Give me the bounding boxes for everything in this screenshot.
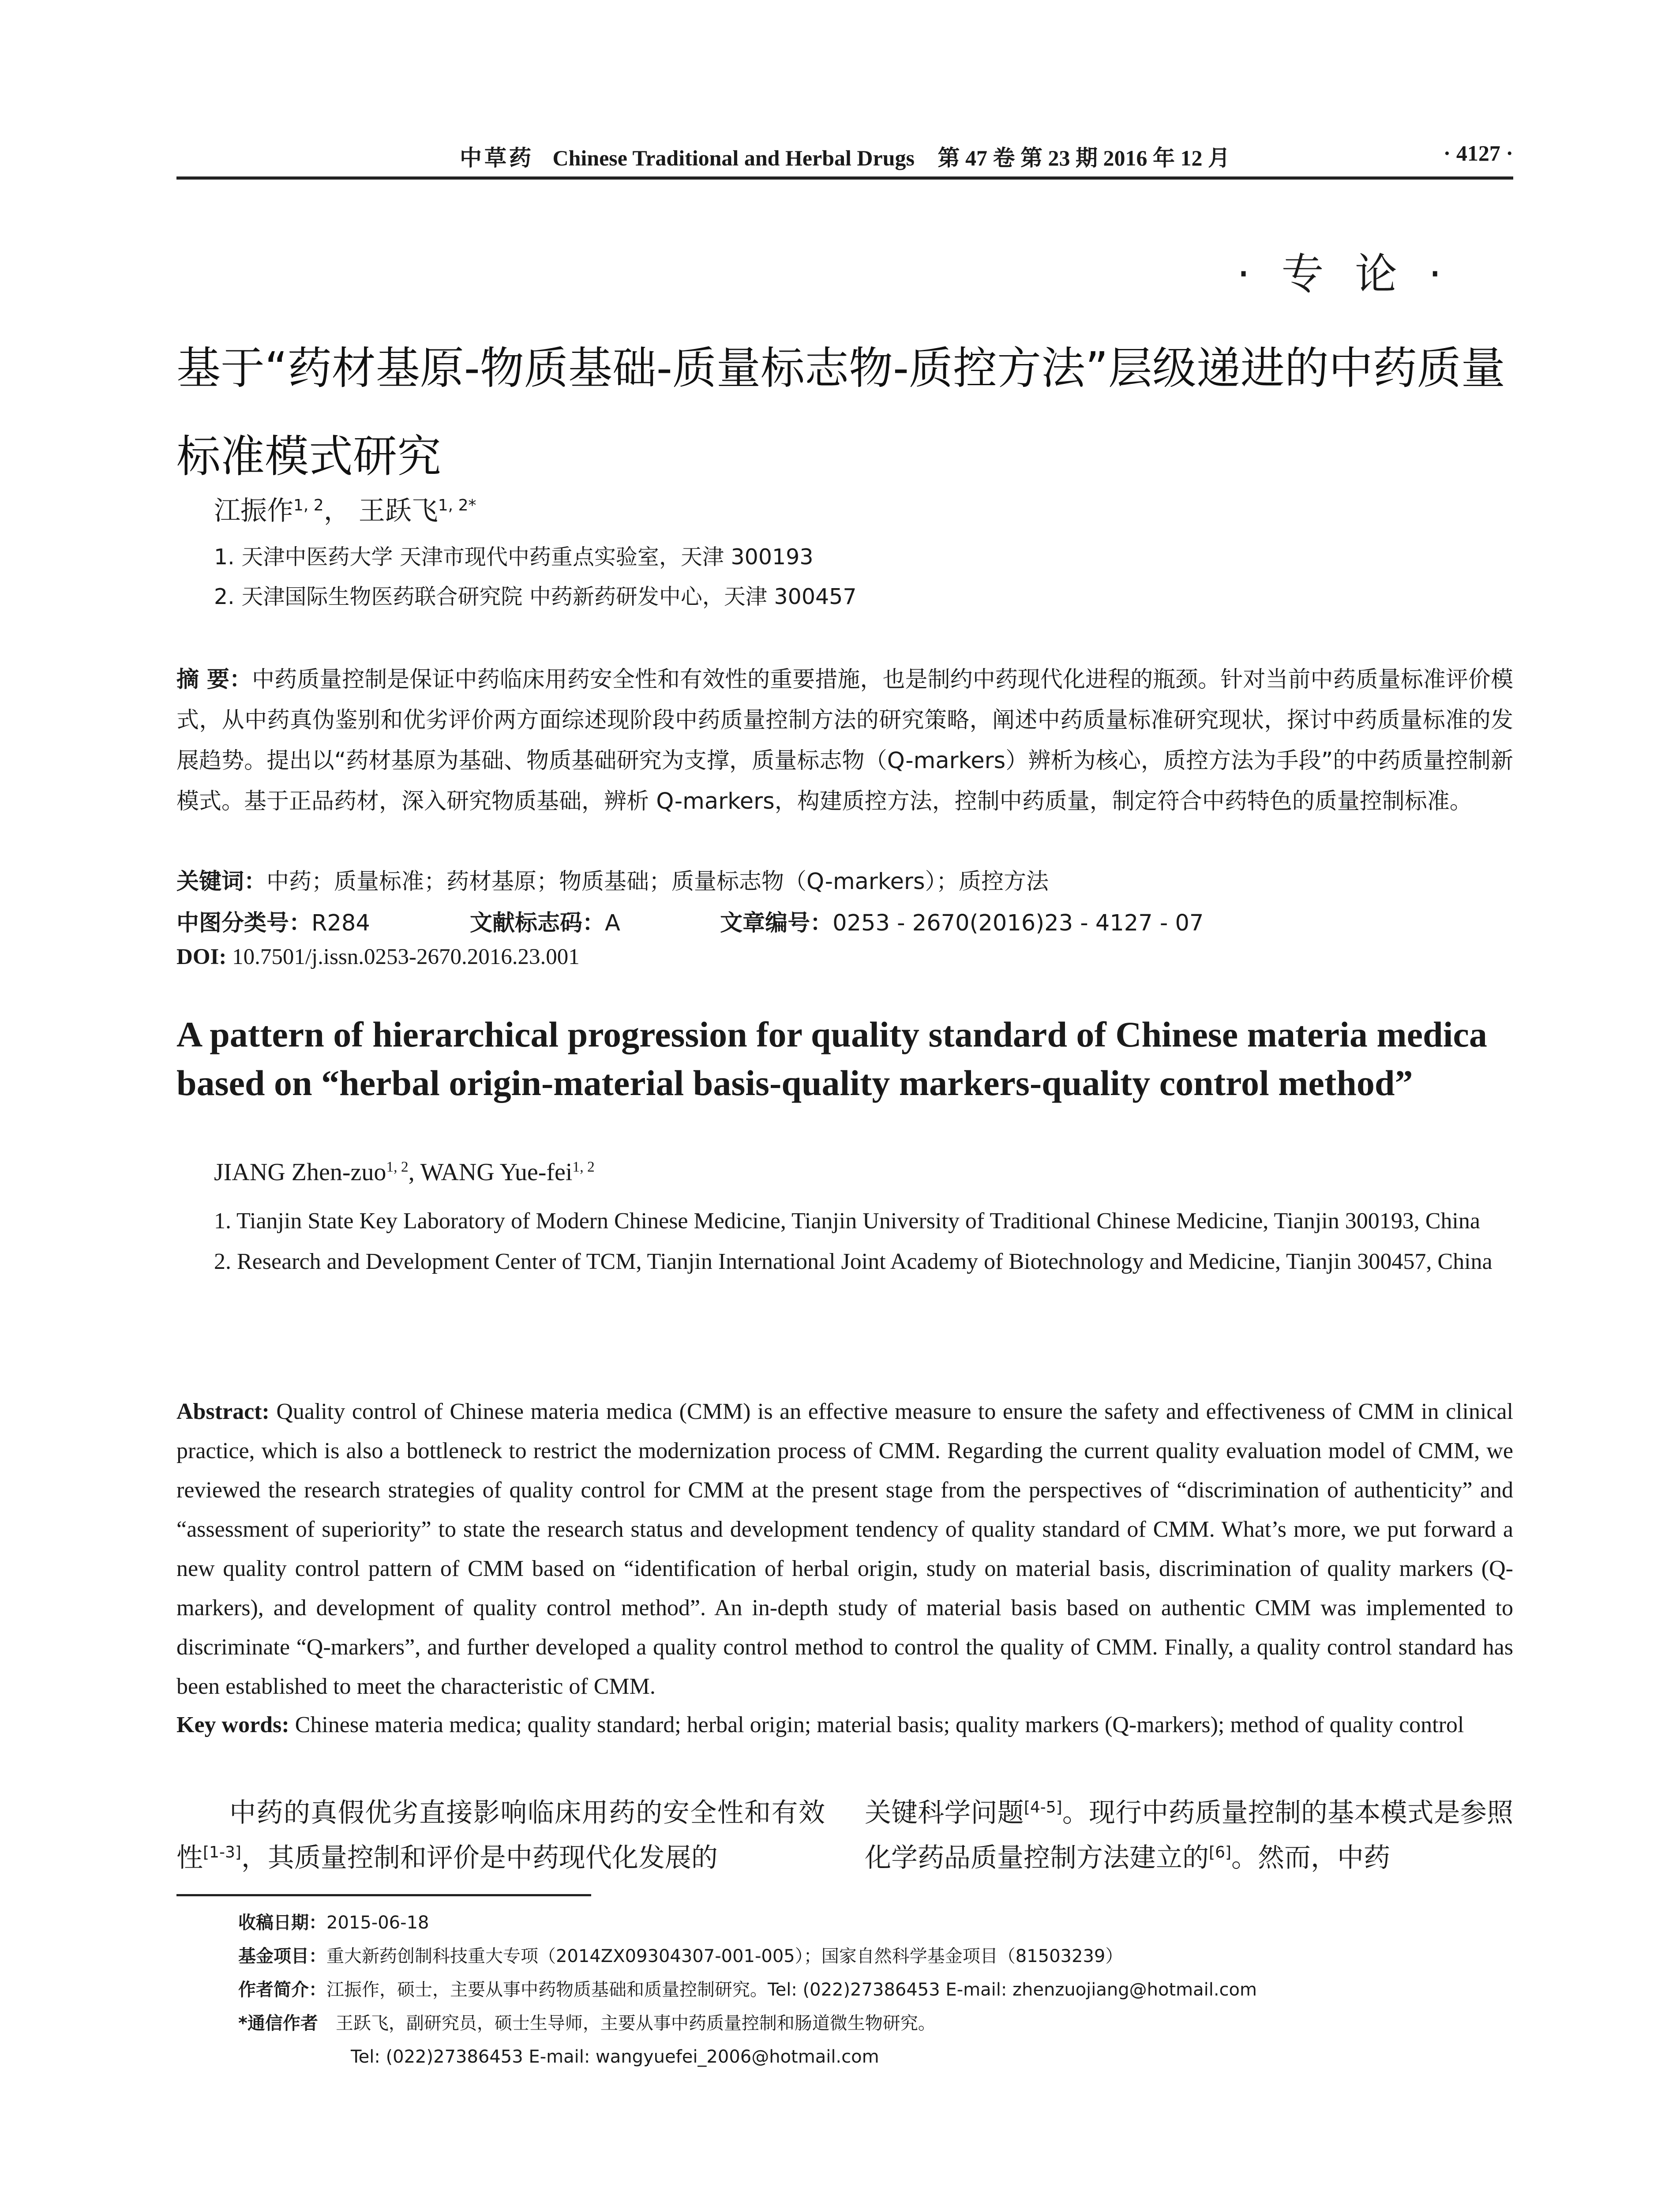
author-name: JIANG Zhen-zuo	[214, 1159, 386, 1186]
abstract-en-text: Quality control of Chinese materia medica (CMM) is an effective measure to ensure the safety and effectiveness of CMM in clinical practice, which is also a bottleneck to restrict the modernization process of CMM. Regarding the current quality evaluation model of CMM, we reviewed the research strategies of quality control for CMM at the present stage from the perspectives of “discrimination of authenticity” and “assessment of superiority” to state the research status and development tendency of quality standard of CMM. What’s more, we put forward a new quality control pattern of CMM based on “identification of herbal origin, study on material basis, discrimination of quality markers (Q-markers), and development of quality control method”. An in-depth study of material basis based on authentic CMM was implemented to discriminate “Q-markers”, and further developed a quality control method to control the quality of CMM. Finally, a quality control standard has been established to meet the characteristic of CMM.	[176, 1399, 1513, 1699]
article-number-value: 0253 - 2670(2016)23 - 4127 - 07	[832, 910, 1204, 936]
footnote-label: 收稿日期：	[238, 1913, 326, 1933]
footnote-label: *通信作者	[238, 2013, 318, 2033]
body-text: 。现行中药质量控制的基本模式是参照化学药品质量控制方法建立的	[865, 1797, 1514, 1873]
doi-label: DOI:	[176, 945, 227, 969]
affiliation-item: 2. Research and Development Center of TCM, Tianjin International Joint Academy of Biotechnology and Medicine, Tianjin 300457, China	[214, 1249, 1492, 1274]
journal-issue: 第 47 卷 第 23 期 2016 年 12 月	[938, 146, 1230, 170]
abstract-en-label: Abstract:	[176, 1399, 270, 1424]
page-number: · 4127 ·	[1443, 141, 1513, 165]
footnote-fund	[238, 1940, 1513, 1973]
doc-code-label: 文献标志码：	[470, 910, 605, 936]
footnotes	[238, 1906, 1513, 2074]
footnote-label: 基金项目：	[238, 1946, 326, 1966]
citation-ref[interactable]: [1-3]	[203, 1843, 241, 1861]
clc-label: 中图分类号：	[176, 910, 312, 936]
running-header-center	[176, 140, 1513, 172]
author-name: WANG Yue-fei	[420, 1159, 573, 1186]
affiliation-item: 1. 天津中医药大学 天津市现代中药重点实验室，天津 300193	[214, 544, 814, 570]
author-affiliation-mark: 1, 2	[386, 1159, 409, 1175]
abstract-cn-text: 中药质量控制是保证中药临床用药安全性和有效性的重要措施，也是制约中药现代化进程的瓶颈。针对当前中药质量标准评价模式，从中药真伪鉴别和优劣评价两方面综述现阶段中药质量控制方法的研究策略，阐述中药质量标准研究现状，探讨中药质量标准的发展趋势。提出以“药材基原为基础、物质基础研究为支撑，质量标志物（Q-markers）辨析为核心，质控方法为手段”的中药质量控制新模式。基于正品药材，深入研究物质基础，辨析 Q-markers，构建质控方法，控制中药质量，制定符合中药特色的质量控制标准。	[176, 667, 1513, 814]
article-number-label: 文章编号：	[720, 910, 833, 936]
keywords-cn	[176, 863, 1049, 896]
body-text: 。然而，中药	[1231, 1842, 1390, 1873]
title-en: A pattern of hierarchical progression for quality standard of Chinese materia medica based on “herbal origin-material basis-quality markers-quality control method”	[176, 1014, 1487, 1103]
footnote-label: 作者简介：	[238, 1980, 326, 2000]
title-cn: 基于“药材基原-物质基础-质量标志物-质控方法”层级递进的中药质量标准模式研究	[176, 342, 1505, 482]
authors-cn	[214, 490, 476, 528]
body-text: 关键科学问题	[865, 1797, 1024, 1828]
affiliations-cn	[214, 537, 857, 617]
author-name: 江振作	[214, 495, 293, 526]
citation-ref[interactable]: [6]	[1209, 1843, 1231, 1861]
body-column-left	[176, 1790, 825, 1880]
keywords-en	[176, 1712, 1513, 1738]
footnote-corresponding-contact: Tel: (022)27386453 E-mail: wangyuefei_2006@hotmail.com	[351, 2047, 879, 2067]
authors-en	[214, 1158, 595, 1186]
keywords-cn-label: 关键词：	[176, 869, 267, 895]
body-text: 中药的真假优劣直接影响临床用药的安全性和有效性	[176, 1797, 825, 1873]
running-header	[176, 140, 1513, 176]
author-separator: ，	[323, 495, 359, 526]
journal-name-en: Chinese Traditional and Herbal Drugs	[552, 146, 915, 170]
keywords-en-text: Chinese materia medica; quality standard; herbal origin; material basis; quality markers (Q-markers); method of quality control	[289, 1712, 1464, 1737]
footnote-text: 2015-06-18	[326, 1913, 429, 1933]
footnote-text: 重大新药创制科技重大专项（2014ZX09304307-001-005）；国家自然科学基金项目（81503239）	[326, 1946, 1123, 1966]
clc-value: R284	[311, 910, 370, 936]
affiliation-item: 1. Tianjin State Key Laboratory of Modern Chinese Medicine, Tianjin University of Traditional Chinese Medicine, Tianjin 300193, China	[214, 1208, 1480, 1234]
doi-line	[176, 944, 580, 970]
classification-line	[176, 904, 1513, 937]
author-name: 王跃飞	[358, 495, 438, 526]
author-affiliation-mark: 1, 2	[293, 496, 324, 514]
abstract-cn-label: 摘 要：	[176, 667, 252, 693]
author-separator: ,	[408, 1159, 420, 1186]
keywords-en-label: Key words:	[176, 1712, 289, 1737]
footnote-text: 江振作，硕士，主要从事中药物质基础和质量控制研究。Tel: (022)27386453 E-mail: zhenzuojiang@hotmail.com	[326, 1980, 1257, 2000]
doc-code-value: A	[605, 910, 620, 936]
footnote-rule	[176, 1894, 591, 1896]
body-column-right	[865, 1790, 1513, 1880]
doi-value[interactable]: 10.7501/j.issn.0253-2670.2016.23.001	[232, 945, 580, 969]
author-affiliation-mark: 1, 2	[572, 1159, 595, 1175]
citation-ref[interactable]: [4-5]	[1024, 1798, 1062, 1816]
abstract-en	[176, 1392, 1513, 1706]
body-text: ，其质量控制和评价是中药现代化发展的	[241, 1842, 718, 1873]
footnote-bio	[238, 1973, 1513, 2007]
author-affiliation-mark: 1, 2*	[438, 496, 476, 514]
abstract-cn	[176, 660, 1513, 822]
section-label: · 专 论 ·	[1237, 249, 1451, 299]
footnote-corresponding	[238, 2007, 1513, 2040]
footnote-received	[238, 1906, 1513, 1940]
footnote-text: 王跃飞，副研究员，硕士生导师，主要从事中药质量控制和肠道微生物研究。	[335, 2013, 936, 2033]
journal-name-cn: 中草药	[460, 145, 534, 171]
header-rule	[176, 176, 1513, 180]
affiliations-en	[214, 1201, 1513, 1282]
keywords-cn-text: 中药；质量标准；药材基原；物质基础；质量标志物（Q-markers）；质控方法	[266, 869, 1049, 895]
affiliation-item: 2. 天津国际生物医药联合研究院 中药新药研发中心，天津 300457	[214, 584, 857, 609]
